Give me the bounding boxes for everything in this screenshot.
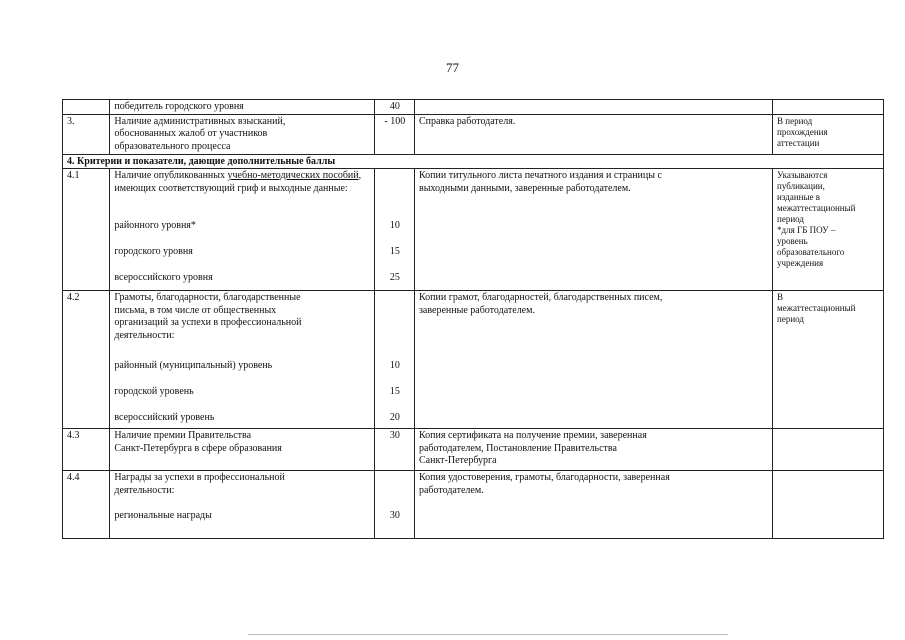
document-cell bbox=[414, 429, 772, 471]
document-text-line: работодателем. bbox=[418, 484, 484, 496]
criterion-text-line: Санкт-Петербурга в сфере образования bbox=[114, 442, 282, 454]
score-cell bbox=[374, 291, 414, 429]
table-row bbox=[63, 471, 884, 539]
note-cell bbox=[773, 169, 884, 291]
score-cell bbox=[374, 471, 414, 539]
score-value: 15 bbox=[389, 386, 400, 397]
document-cell bbox=[414, 471, 772, 539]
table-row bbox=[63, 100, 884, 115]
level-label: городского уровня bbox=[114, 246, 193, 257]
document-text: Справка работодателя. bbox=[418, 115, 516, 127]
note-line: период bbox=[777, 214, 804, 224]
score-value: 10 bbox=[389, 220, 400, 231]
note-line: уровень bbox=[777, 236, 808, 246]
criterion-text-block bbox=[114, 170, 370, 220]
score-cell bbox=[374, 169, 414, 291]
criterion-name-cell bbox=[110, 169, 374, 291]
level-label: районный (муниципальный) уровень bbox=[114, 360, 273, 371]
note-line: межаттестационный bbox=[777, 203, 856, 213]
note-line: публикации, bbox=[777, 181, 825, 191]
note-cell bbox=[773, 114, 884, 154]
table-row bbox=[63, 429, 884, 471]
document-text-line: Копии титульного листа печатного издания и страницы с bbox=[418, 170, 662, 181]
note-cell bbox=[773, 291, 884, 429]
criterion-text-line: Награды за успехи в профессиональной bbox=[114, 472, 285, 483]
row-number-cell bbox=[63, 291, 110, 429]
criterion-text-block bbox=[114, 472, 370, 510]
criterion-text-line: деятельности: bbox=[114, 484, 175, 496]
section-header-row bbox=[63, 154, 884, 169]
note-cell bbox=[773, 471, 884, 539]
document-text-line: выходными данными, заверенные работодателем. bbox=[418, 182, 631, 194]
note-line: В период bbox=[777, 115, 813, 126]
table-row bbox=[63, 169, 884, 291]
criterion-name-cell bbox=[110, 114, 374, 154]
score-value: 25 bbox=[389, 272, 400, 283]
criteria-table bbox=[62, 99, 884, 539]
criterion-text: победитель городского уровня bbox=[114, 101, 244, 112]
section-title-cell bbox=[63, 154, 884, 169]
criterion-text-line: обоснованных жалоб от участников bbox=[114, 128, 268, 139]
score-value: 40 bbox=[389, 101, 400, 112]
level-label: городской уровень bbox=[114, 386, 194, 397]
level-label: всероссийский уровень bbox=[114, 412, 215, 423]
score-cell bbox=[374, 100, 414, 115]
document-text-line: Копия удостоверения, грамоты, благодарности, заверенная bbox=[418, 472, 670, 483]
criterion-text-line: Наличие премии Правительства bbox=[114, 430, 252, 441]
row-number: 3. bbox=[67, 115, 75, 127]
page-bottom-divider bbox=[248, 634, 728, 635]
row-number: 4.4 bbox=[67, 472, 80, 483]
note-line: аттестации bbox=[777, 137, 820, 148]
criterion-text-line: письма, в том числе от общественных bbox=[114, 304, 277, 316]
level-label: всероссийского уровня bbox=[114, 272, 213, 283]
score-value: 15 bbox=[389, 246, 400, 257]
row-number-cell bbox=[63, 429, 110, 471]
criterion-text-underlined: учебно-методических пособий bbox=[227, 170, 359, 181]
document-text-line: работодателем, Постановление Правительства bbox=[418, 442, 617, 454]
section-title: 4. Критерии и показатели, дающие дополнительные баллы bbox=[67, 155, 336, 167]
note-cell bbox=[773, 100, 884, 115]
criterion-text-block bbox=[114, 292, 370, 360]
row-number: 4.3 bbox=[67, 430, 80, 441]
note-line: Указываются bbox=[777, 170, 828, 180]
note-line: период bbox=[777, 314, 804, 324]
note-line: межаттестационный bbox=[777, 303, 856, 313]
criterion-name-cell bbox=[110, 100, 374, 115]
criterion-text-line: деятельности: bbox=[114, 329, 175, 341]
document-cell bbox=[414, 291, 772, 429]
criterion-text: , имеющих соответствующий гриф и выходные данные: bbox=[114, 170, 362, 194]
score-value: - 100 bbox=[384, 115, 406, 127]
row-number-cell bbox=[63, 471, 110, 539]
document-text-line: Санкт-Петербурга bbox=[418, 455, 497, 466]
score-value: 30 bbox=[389, 510, 400, 521]
score-value: 20 bbox=[389, 412, 400, 423]
score-cell bbox=[374, 114, 414, 154]
score-cell bbox=[374, 429, 414, 471]
level-label: районного уровня* bbox=[114, 220, 196, 231]
level-label: региональные награды bbox=[114, 510, 212, 521]
note-cell bbox=[773, 429, 884, 471]
table-row bbox=[63, 291, 884, 429]
page-number: 77 bbox=[446, 60, 459, 75]
document-cell bbox=[414, 114, 772, 154]
row-number: 4.1 bbox=[67, 170, 80, 181]
document-cell bbox=[414, 100, 772, 115]
document-text-line: заверенные работодателем. bbox=[418, 304, 535, 316]
row-number-cell bbox=[63, 100, 110, 115]
criterion-text-line: образовательного процесса bbox=[114, 140, 231, 152]
document-text-line: Копии грамот, благодарностей, благодарственных писем, bbox=[418, 292, 663, 303]
document-text-line: Копия сертификата на получение премии, заверенная bbox=[418, 430, 647, 441]
note-line: *для ГБ ПОУ – bbox=[777, 225, 836, 235]
row-number: 4.2 bbox=[67, 292, 80, 303]
criterion-text-line: Наличие административных взысканий, bbox=[114, 115, 286, 127]
note-line: изданные в bbox=[777, 192, 820, 202]
note-line: образовательного bbox=[777, 247, 845, 257]
note-line: прохождения bbox=[777, 126, 828, 137]
row-number-cell bbox=[63, 114, 110, 154]
score-value: 10 bbox=[389, 360, 400, 371]
document-cell bbox=[414, 169, 772, 291]
criterion-text: Наличие опубликованных bbox=[114, 170, 228, 181]
criterion-name-cell bbox=[110, 471, 374, 539]
note-line: В bbox=[777, 292, 784, 302]
criterion-name-cell bbox=[110, 291, 374, 429]
score-value: 30 bbox=[389, 430, 400, 441]
row-number-cell bbox=[63, 169, 110, 291]
table-row bbox=[63, 114, 884, 154]
note-line: учреждения bbox=[777, 258, 824, 268]
criterion-name-cell bbox=[110, 429, 374, 471]
criterion-text-line: организаций за успехи в профессиональной bbox=[114, 317, 302, 328]
criterion-text-line: Грамоты, благодарности, благодарственные bbox=[114, 292, 301, 303]
